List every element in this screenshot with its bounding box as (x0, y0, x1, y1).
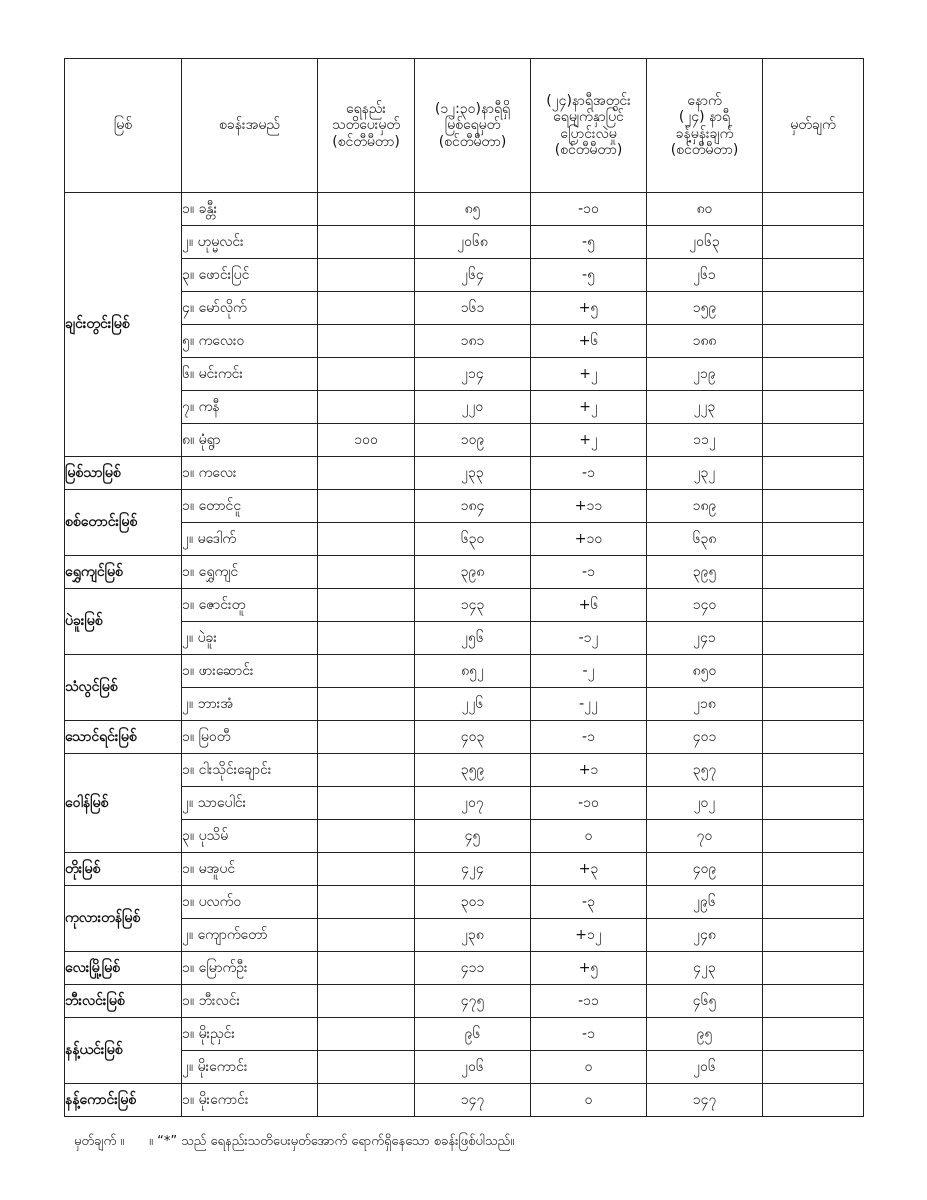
warning-level-cell (318, 589, 415, 622)
forecast-cell: ၁၅၉ (647, 292, 763, 325)
water-level-cell: ၈၅ (415, 193, 531, 226)
table-row (65, 259, 864, 292)
change-cell: -၁၀ (531, 787, 647, 820)
change-cell: -၅ (531, 259, 647, 292)
station-name-cell: ၁။ ဘီးလင်း (182, 985, 318, 1018)
water-level-cell: ၄၀၃ (415, 721, 531, 754)
change-cell: +၂ (531, 358, 647, 391)
table-row (65, 754, 864, 787)
warning-level-cell (318, 853, 415, 886)
forecast-cell: ၄၂၃ (647, 952, 763, 985)
remark-cell (763, 490, 864, 523)
header-water-level: (၁၂:၃၀)နာရီရှိ မြစ်ရေမှတ် (စင်တီမီတာ) (415, 59, 531, 193)
river-level-table (64, 58, 864, 1117)
warning-level-cell (318, 226, 415, 259)
forecast-cell: ၃၅၇ (647, 754, 763, 787)
river-name-cell: ဝေါန်မြစ် (65, 754, 182, 853)
river-name-cell: ဘီးလင်းမြစ် (65, 985, 182, 1018)
water-level-cell: ၄၇၅ (415, 985, 531, 1018)
change-cell: +၅ (531, 292, 647, 325)
remark-cell (763, 787, 864, 820)
forecast-cell: ၄၀၁ (647, 721, 763, 754)
table-row (65, 622, 864, 655)
water-level-cell: ၁၈၁ (415, 325, 531, 358)
table-row (65, 721, 864, 754)
change-cell: ၀ (531, 820, 647, 853)
remark-cell (763, 886, 864, 919)
river-name-cell: တိုးမြစ် (65, 853, 182, 886)
table-row (65, 919, 864, 952)
table-row (65, 193, 864, 226)
table-row (65, 556, 864, 589)
table-row (65, 391, 864, 424)
change-cell: +၁ (531, 754, 647, 787)
station-name-cell: ၂။ ပဲခူး (182, 622, 318, 655)
table-row (65, 292, 864, 325)
change-cell: -၅ (531, 226, 647, 259)
station-name-cell: ၃။ ဖောင်းပြင် (182, 259, 318, 292)
river-name-cell: ရွှေကျင်မြစ် (65, 556, 182, 589)
forecast-cell: ၂၃၂ (647, 457, 763, 490)
station-name-cell: ၁။ ခန္တီး (182, 193, 318, 226)
remark-cell (763, 655, 864, 688)
warning-level-cell (318, 952, 415, 985)
table-row (65, 325, 864, 358)
change-cell: +၁၂ (531, 919, 647, 952)
warning-level-cell (318, 886, 415, 919)
forecast-cell: ၇၀ (647, 820, 763, 853)
station-name-cell: ၁။ ပလက်ဝ (182, 886, 318, 919)
footnote-text: ။ “*” သည် ရေနည်းသတိပေးမှတ်အောက် ရောက်ရှိနေသော စခန်းဖြစ်ပါသည်။ (149, 1134, 515, 1149)
station-name-cell: ၄။ မော်လိုက် (182, 292, 318, 325)
station-name-cell: ၂။ သာပေါင်း (182, 787, 318, 820)
remark-cell (763, 721, 864, 754)
water-level-cell: ၂၁၄ (415, 358, 531, 391)
table-row (65, 523, 864, 556)
remark-cell (763, 754, 864, 787)
river-name-cell: ချင်းတွင်းမြစ် (65, 193, 182, 457)
header-station: စခန်းအမည် (182, 59, 318, 193)
table-row (65, 952, 864, 985)
change-cell: +၁၁ (531, 490, 647, 523)
station-name-cell: ၁။ တောင်ငူ (182, 490, 318, 523)
river-name-cell: နန့်ယင်းမြစ် (65, 1018, 182, 1084)
water-level-cell: ၃၉၈ (415, 556, 531, 589)
table-row (65, 490, 864, 523)
water-level-cell: ၃၀၁ (415, 886, 531, 919)
water-level-cell: ၂၀၇ (415, 787, 531, 820)
forecast-cell: ၃၉၅ (647, 556, 763, 589)
forecast-cell: ၁၄၇ (647, 1084, 763, 1117)
header-24h-change: (၂၄)နာရီအတွင်း ရေမျက်နှာပြင် ပြောင်းလဲမှု (စင်တီမီတာ) (531, 59, 647, 193)
change-cell: -၃ (531, 886, 647, 919)
warning-level-cell (318, 391, 415, 424)
table-row (65, 226, 864, 259)
remark-cell (763, 820, 864, 853)
water-level-cell: ၂၃၃ (415, 457, 531, 490)
river-name-cell: စစ်တောင်းမြစ် (65, 490, 182, 556)
remark-cell (763, 1018, 864, 1051)
warning-level-cell (318, 1051, 415, 1084)
table-row (65, 820, 864, 853)
water-level-cell: ၂၃၈ (415, 919, 531, 952)
water-level-cell: ၁၄၇ (415, 1084, 531, 1117)
remark-cell (763, 193, 864, 226)
change-cell: -၂၂ (531, 688, 647, 721)
warning-level-cell (318, 325, 415, 358)
remark-cell (763, 325, 864, 358)
forecast-cell: ၆၃၈ (647, 523, 763, 556)
forecast-cell: ၈၅၀ (647, 655, 763, 688)
warning-level-cell (318, 688, 415, 721)
remark-cell (763, 919, 864, 952)
river-name-cell: ပဲခူးမြစ် (65, 589, 182, 655)
station-name-cell: ၁။ ရွှေကျင် (182, 556, 318, 589)
warning-level-cell (318, 721, 415, 754)
change-cell: +၃ (531, 853, 647, 886)
station-name-cell: ၃။ ပုသိမ် (182, 820, 318, 853)
water-level-cell: ၈၅၂ (415, 655, 531, 688)
table-row (65, 688, 864, 721)
forecast-cell: ၂၆၁ (647, 259, 763, 292)
station-name-cell: ၁။ မိုးညှင်း (182, 1018, 318, 1051)
change-cell: ၀ (531, 1084, 647, 1117)
station-name-cell: ၁။ မြောက်ဦး (182, 952, 318, 985)
water-level-cell: ၁၄၃ (415, 589, 531, 622)
forecast-cell: ၁၈၉ (647, 490, 763, 523)
forecast-cell: ၁၈၈ (647, 325, 763, 358)
forecast-cell: ၂၁၈ (647, 688, 763, 721)
header-remarks: မှတ်ချက် (763, 59, 864, 193)
warning-level-cell (318, 457, 415, 490)
forecast-cell: ၂၀၆ (647, 1051, 763, 1084)
table-row (65, 457, 864, 490)
river-name-cell: ကုလားတန်မြစ် (65, 886, 182, 952)
table-row (65, 358, 864, 391)
warning-level-cell (318, 259, 415, 292)
header-forecast: နောက် (၂၄) နာရီ ခန့်မှန်းချက် (စင်တီမီတာ) (647, 59, 763, 193)
change-cell: -၁၁ (531, 985, 647, 1018)
water-level-cell: ၄၂၄ (415, 853, 531, 886)
water-level-cell: ၂၂၆ (415, 688, 531, 721)
water-level-cell: ၁၆၁ (415, 292, 531, 325)
change-cell: -၁၀ (531, 193, 647, 226)
warning-level-cell (318, 1084, 415, 1117)
forecast-cell: ၂၀၆၃ (647, 226, 763, 259)
forecast-cell: ၂၉၆ (647, 886, 763, 919)
remark-cell (763, 985, 864, 1018)
header-river: မြစ် (65, 59, 182, 193)
water-level-cell: ၃၅၉ (415, 754, 531, 787)
forecast-cell: ၂၀၂ (647, 787, 763, 820)
station-name-cell: ၂။ မိုးကောင်း (182, 1051, 318, 1084)
table-row (65, 1084, 864, 1117)
river-name-cell: နန့်ကောင်းမြစ် (65, 1084, 182, 1117)
water-level-cell: ၂၂၀ (415, 391, 531, 424)
forecast-cell: ၈၀ (647, 193, 763, 226)
station-name-cell: ၁။ မိုးကောင်း (182, 1084, 318, 1117)
station-name-cell: ၆။ မင်းကင်း (182, 358, 318, 391)
header-row (65, 59, 864, 193)
table-row (65, 886, 864, 919)
remark-cell (763, 853, 864, 886)
river-name-cell: သောင်ရင်းမြစ် (65, 721, 182, 754)
station-name-cell: ၁။ မြဝတီ (182, 721, 318, 754)
change-cell: -၁ (531, 721, 647, 754)
table-row (65, 589, 864, 622)
remark-cell (763, 1051, 864, 1084)
water-level-cell: ၄၅ (415, 820, 531, 853)
table-row (65, 424, 864, 457)
warning-level-cell (318, 754, 415, 787)
station-name-cell: ၇။ ကနီ (182, 391, 318, 424)
table-row (65, 655, 864, 688)
warning-level-cell (318, 358, 415, 391)
water-level-cell: ၄၁၁ (415, 952, 531, 985)
remark-cell (763, 622, 864, 655)
forecast-cell: ၂၂၃ (647, 391, 763, 424)
header-warning-level: ရေနည်း သတိပေးမှတ် (စင်တီမီတာ) (318, 59, 415, 193)
table-row (65, 1051, 864, 1084)
station-name-cell: ၂။ ဟုမ္မလင်း (182, 226, 318, 259)
forecast-cell: ၂၁၉ (647, 358, 763, 391)
warning-level-cell (318, 985, 415, 1018)
station-name-cell: ၂။ ဘားအံ (182, 688, 318, 721)
table-row (65, 787, 864, 820)
station-name-cell: ၁။ ငါးသိုင်းချောင်း (182, 754, 318, 787)
remark-cell (763, 589, 864, 622)
warning-level-cell (318, 193, 415, 226)
warning-level-cell (318, 490, 415, 523)
warning-level-cell (318, 787, 415, 820)
change-cell: +၅ (531, 952, 647, 985)
remark-cell (763, 952, 864, 985)
forecast-cell: ၂၄၁ (647, 622, 763, 655)
remark-cell (763, 556, 864, 589)
forecast-cell: ၄၀၉ (647, 853, 763, 886)
station-name-cell: ၁။ ဖားဆောင်း (182, 655, 318, 688)
change-cell: -၁ (531, 1018, 647, 1051)
change-cell: +၆ (531, 589, 647, 622)
water-level-cell: ၂၆၄ (415, 259, 531, 292)
table-row (65, 853, 864, 886)
change-cell: ၀ (531, 1051, 647, 1084)
change-cell: +၂ (531, 391, 647, 424)
forecast-cell: ၁၄၀ (647, 589, 763, 622)
remark-cell (763, 259, 864, 292)
warning-level-cell (318, 1018, 415, 1051)
water-level-cell: ၂၀၆၈ (415, 226, 531, 259)
remark-cell (763, 358, 864, 391)
table-row (65, 985, 864, 1018)
station-name-cell: ၁။ ဇောင်းတူ (182, 589, 318, 622)
remark-cell (763, 292, 864, 325)
warning-level-cell (318, 622, 415, 655)
change-cell: +၁၀ (531, 523, 647, 556)
station-name-cell: ၁။ ကလေး (182, 457, 318, 490)
footnote-label: မှတ်ချက် ။ (74, 1134, 125, 1149)
remark-cell (763, 688, 864, 721)
river-name-cell: သံလွင်မြစ် (65, 655, 182, 721)
forecast-cell: ၄၆၅ (647, 985, 763, 1018)
forecast-cell: ၁၁၂ (647, 424, 763, 457)
station-name-cell: ၂။ ကျောက်တော် (182, 919, 318, 952)
table-body (65, 193, 864, 1117)
warning-level-cell (318, 523, 415, 556)
water-level-cell: ၂၀၆ (415, 1051, 531, 1084)
change-cell: +၆ (531, 325, 647, 358)
footnote (74, 1133, 514, 1152)
remark-cell (763, 391, 864, 424)
remark-cell (763, 457, 864, 490)
water-level-cell: ၁၀၉ (415, 424, 531, 457)
river-name-cell: မြစ်သာမြစ် (65, 457, 182, 490)
water-level-cell: ၁၈၄ (415, 490, 531, 523)
warning-level-cell: ၁၀၀ (318, 424, 415, 457)
warning-level-cell (318, 820, 415, 853)
change-cell: -၂ (531, 655, 647, 688)
station-name-cell: ၁။ မအူပင် (182, 853, 318, 886)
remark-cell (763, 1084, 864, 1117)
warning-level-cell (318, 919, 415, 952)
station-name-cell: ၂။ မဒေါက် (182, 523, 318, 556)
water-level-cell: ၂၅၆ (415, 622, 531, 655)
change-cell: -၁ (531, 457, 647, 490)
warning-level-cell (318, 556, 415, 589)
water-level-cell: ၉၆ (415, 1018, 531, 1051)
station-name-cell: ၅။ ကလေးဝ (182, 325, 318, 358)
table-row (65, 1018, 864, 1051)
change-cell: -၁ (531, 556, 647, 589)
remark-cell (763, 424, 864, 457)
warning-level-cell (318, 292, 415, 325)
forecast-cell: ၉၅ (647, 1018, 763, 1051)
remark-cell (763, 523, 864, 556)
station-name-cell: ၈။ မုံရွာ (182, 424, 318, 457)
forecast-cell: ၂၄၈ (647, 919, 763, 952)
change-cell: -၁၂ (531, 622, 647, 655)
river-name-cell: လေးမြို့မြစ် (65, 952, 182, 985)
warning-level-cell (318, 655, 415, 688)
remark-cell (763, 226, 864, 259)
water-level-cell: ၆၃၀ (415, 523, 531, 556)
change-cell: +၂ (531, 424, 647, 457)
